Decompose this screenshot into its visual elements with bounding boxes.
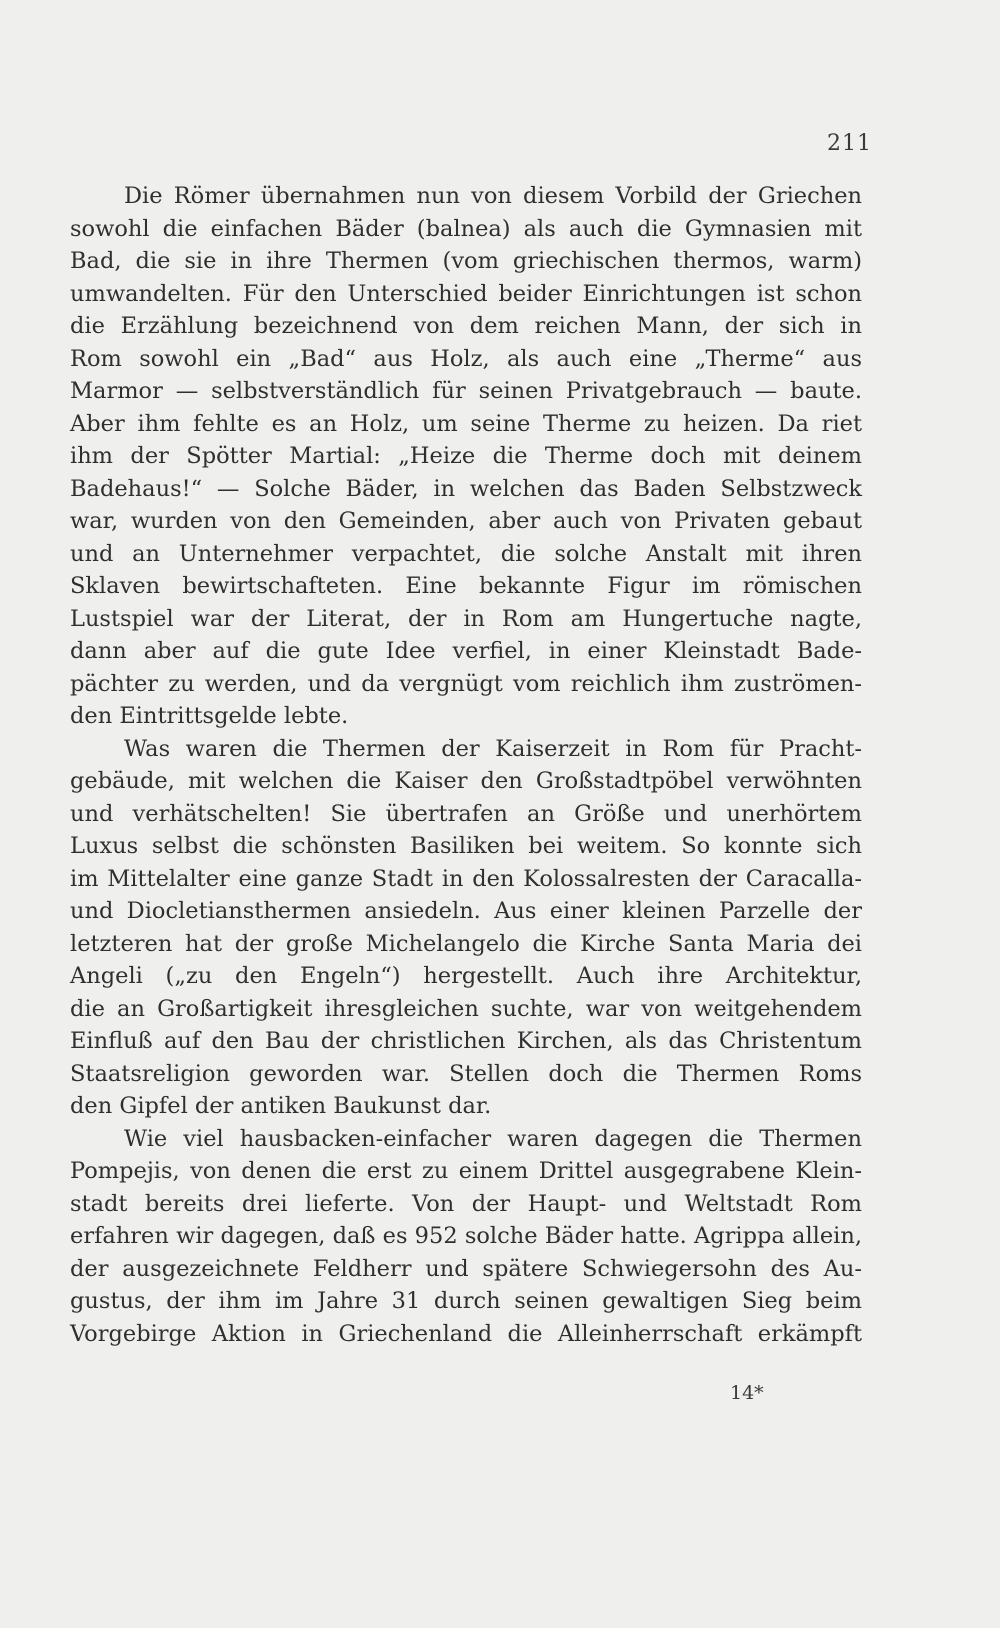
text-line: und verhätschelten! Sie übertrafen an Größe und unerhörtem <box>70 800 862 827</box>
body-text <box>70 180 862 1350</box>
text-line: dann aber auf die gute Idee verfiel, in einer Kleinstadt Bade- <box>70 638 862 664</box>
text-line: erfahren wir dagegen, daß es 952 solche Bäder hatte. Agrippa allein, <box>70 1223 862 1249</box>
text-line: gebäude, mit welchen die Kaiser den Großstadtpöbel verwöhnten <box>70 768 862 794</box>
text-line: Aber ihm fehlte es an Holz, um seine Therme zu heizen. Da riet <box>70 410 862 437</box>
text-line: den Gipfel der antiken Baukunst dar. <box>70 1093 492 1119</box>
text-line: Angeli („zu den Engeln“) hergestellt. Auch ihre Architektur, <box>70 963 862 989</box>
text-line: letzteren hat der große Michelangelo die Kirche Santa Maria dei <box>70 930 862 957</box>
text-line: stadt bereits drei lieferte. Von der Haupt- und Weltstadt Rom <box>70 1190 862 1217</box>
text-line: Bad, die sie in ihre Thermen (vom griechischen thermos, warm) <box>70 248 862 274</box>
text-line: Die Römer übernahmen nun von diesem Vorbild der Griechen <box>124 183 862 209</box>
text-line: Vorgebirge Aktion in Griechenland die Alleinherrschaft erkämpft <box>70 1320 862 1347</box>
text-line: Staatsreligion geworden war. Stellen doch die Thermen Roms <box>70 1060 862 1087</box>
text-line: Rom sowohl ein „Bad“ aus Holz, als auch eine „Therme“ aus <box>70 345 862 372</box>
text-line: und Diocletiansthermen ansiedeln. Aus einer kleinen Parzelle der <box>70 898 862 924</box>
text-line: Einfluß auf den Bau der christlichen Kirchen, als das Christentum <box>70 1028 862 1054</box>
text-line: Wie viel hausbacken-einfacher waren dagegen die Thermen <box>124 1125 862 1152</box>
text-line: der ausgezeichnete Feldherr und spätere Schwiegersohn des Au- <box>70 1255 862 1282</box>
text-line: Pompejis, von denen die erst zu einem Drittel ausgegrabene Klein- <box>70 1158 862 1184</box>
signature-mark: 14* <box>730 1382 764 1404</box>
text-line: Lustspiel war der Literat, der in Rom am Hungertuche nagte, <box>70 605 862 632</box>
text-line: Marmor — selbstverständlich für seinen Privatgebrauch — baute. <box>70 378 862 404</box>
text-line: Badehaus!“ — Solche Bäder, in welchen das Baden Selbstzweck <box>70 475 862 502</box>
page-number: 211 <box>827 131 872 156</box>
text-line: ihm der Spötter Martial: „Heize die Therme doch mit deinem <box>70 443 862 469</box>
text-line: pächter zu werden, und da vergnügt vom reichlich ihm zuströmen- <box>70 670 862 697</box>
text-line: sowohl die einfachen Bäder (balnea) als auch die Gymnasien mit <box>70 215 862 242</box>
text-line: Luxus selbst die schönsten Basiliken bei weitem. So konnte sich <box>70 833 862 859</box>
text-line: die Erzählung bezeichnend von dem reichen Mann, der sich in <box>70 313 862 339</box>
text-line: die an Großartigkeit ihresgleichen suchte, war von weitgehendem <box>70 995 862 1022</box>
text-line: umwandelten. Für den Unterschied beider Einrichtungen ist schon <box>70 280 862 307</box>
text-line: Was waren die Thermen der Kaiserzeit in Rom für Pracht- <box>124 735 862 762</box>
text-line: im Mittelalter eine ganze Stadt in den Kolossalresten der Caracalla- <box>70 865 862 892</box>
text-line: den Eintrittsgelde lebte. <box>70 703 349 729</box>
text-line: gustus, der ihm im Jahre 31 durch seinen gewaltigen Sieg beim <box>70 1288 862 1314</box>
text-line: und an Unternehmer verpachtet, die solche Anstalt mit ihren <box>70 540 862 567</box>
text-line: Sklaven bewirtschafteten. Eine bekannte Figur im römischen <box>70 573 862 599</box>
text-line: war, wurden von den Gemeinden, aber auch von Privaten gebaut <box>70 508 862 534</box>
